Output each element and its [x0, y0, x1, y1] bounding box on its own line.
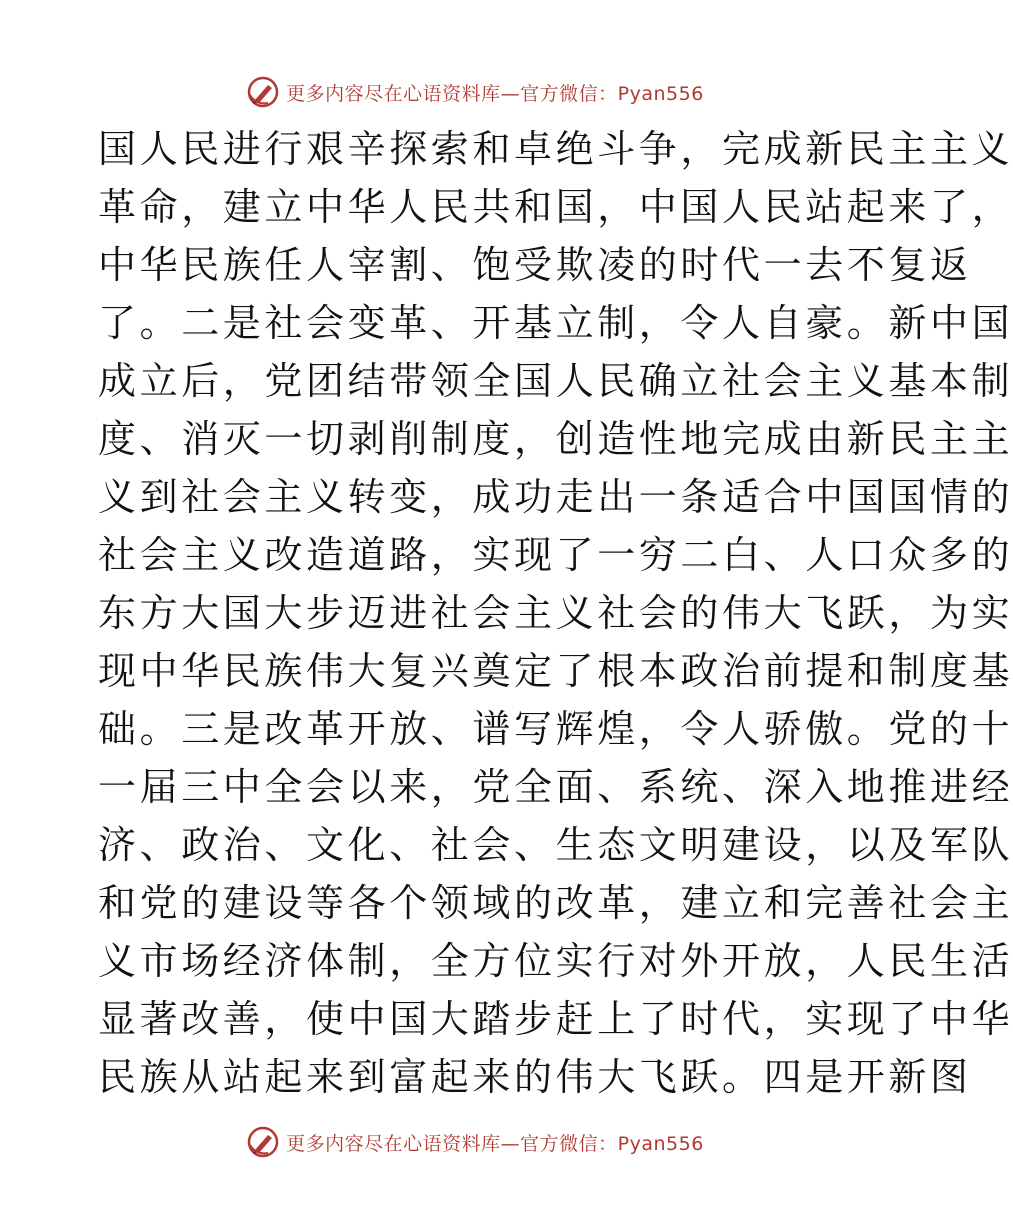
- footer-banner: [0, 1122, 950, 1162]
- text-line: 中华民族任人宰割、饱受欺凌的时代一去不复返: [98, 243, 972, 287]
- footer-banner-text: 更多内容尽在心语资料库—官方微信：Pyan556: [286, 1132, 704, 1155]
- pen-logo-icon: [246, 1125, 280, 1159]
- text-line: 国人民进行艰辛探索和卓绝斗争，完成新民主主义: [98, 127, 1013, 171]
- text-line: 东方大国大步迈进社会主义社会的伟大飞跃，为实: [98, 591, 1013, 635]
- header-banner-text: 更多内容尽在心语资料库—官方微信：Pyan556: [286, 82, 704, 105]
- text-line: 社会主义改造道路，实现了一穷二白、人口众多的: [98, 533, 1013, 577]
- text-line: 义到社会主义转变，成功走出一条适合中国国情的: [98, 475, 1013, 519]
- text-line: 了。二是社会变革、开基立制，令人自豪。新中国: [98, 301, 1013, 345]
- document-body: [98, 120, 1013, 1106]
- text-line: 济、政治、文化、社会、生态文明建设，以及军队: [98, 823, 1013, 867]
- text-line: 一届三中全会以来，党全面、系统、深入地推进经: [98, 765, 1013, 809]
- text-line: 础。三是改革开放、谱写辉煌，令人骄傲。党的十: [98, 707, 1013, 751]
- text-line: 义市场经济体制，全方位实行对外开放，人民生活: [98, 939, 1013, 983]
- text-line: 显著改善，使中国大踏步赶上了时代，实现了中华: [98, 997, 1013, 1041]
- text-line: 民族从站起来到富起来的伟大飞跃。四是开新图: [98, 1055, 972, 1099]
- pen-logo-icon: [246, 75, 280, 109]
- text-line: 成立后，党团结带领全国人民确立社会主义基本制: [98, 359, 1013, 403]
- text-line: 革命，建立中华人民共和国，中国人民站起来了，: [98, 185, 1013, 229]
- text-line: 现中华民族伟大复兴奠定了根本政治前提和制度基: [98, 649, 1013, 693]
- header-banner: [0, 72, 950, 112]
- text-line: 和党的建设等各个领域的改革，建立和完善社会主: [98, 881, 1013, 925]
- text-line: 度、消灭一切剥削制度，创造性地完成由新民主主: [98, 417, 1013, 461]
